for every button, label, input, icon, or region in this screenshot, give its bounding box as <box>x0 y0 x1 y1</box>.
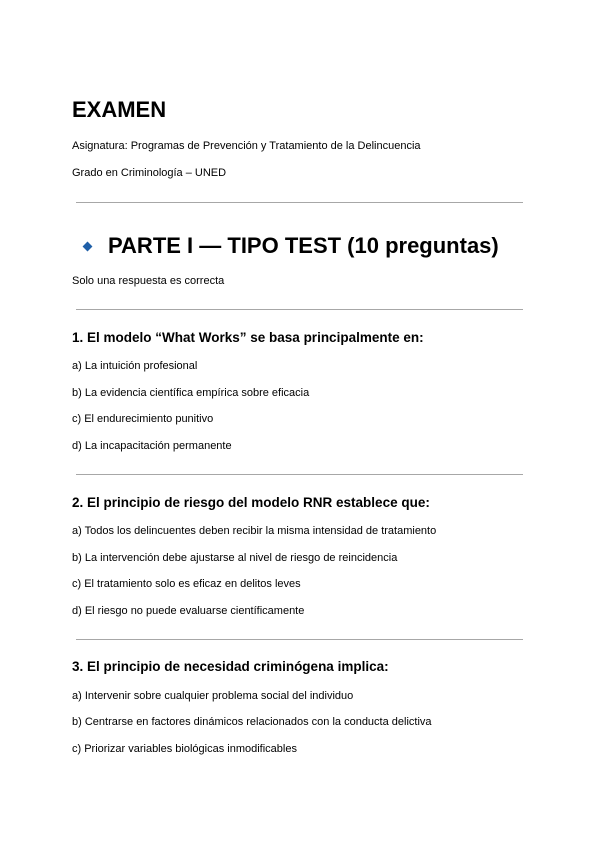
part-title: PARTE I — TIPO TEST (10 preguntas) <box>108 233 499 258</box>
page-title: EXAMEN <box>72 97 167 122</box>
question-2-option-a: a) Todos los delincuentes deben recibir la misma intensidad de tratamiento <box>72 525 437 537</box>
question-2-option-b: b) La intervención debe ajustarse al nivel de riesgo de reincidencia <box>72 552 398 564</box>
divider <box>76 639 523 640</box>
question-3-option-a: a) Intervenir sobre cualquier problema social del individuo <box>72 690 354 702</box>
diamond-bullet-icon <box>83 241 93 251</box>
question-3-option-b: b) Centrarse en factores dinámicos relacionados con la conducta delictiva <box>72 716 432 728</box>
degree-line: Grado en Criminología – UNED <box>72 167 227 179</box>
part-note: Solo una respuesta es correcta <box>72 275 225 287</box>
divider <box>76 202 523 203</box>
part-heading <box>82 232 499 260</box>
question-2-option-d: d) El riesgo no puede evaluarse científicamente <box>72 605 305 617</box>
subject-line: Asignatura: Programas de Prevención y Tratamiento de la Delincuencia <box>72 140 421 152</box>
divider <box>76 309 523 310</box>
question-1-option-c: c) El endurecimiento punitivo <box>72 413 214 425</box>
question-1-option-a: a) La intuición profesional <box>72 360 198 372</box>
question-1-option-b: b) La evidencia científica empírica sobre eficacia <box>72 387 310 399</box>
question-1: 1. El modelo “What Works” se basa principalmente en: <box>72 330 424 345</box>
question-3: 3. El principio de necesidad criminógena implica: <box>72 659 389 674</box>
question-2: 2. El principio de riesgo del modelo RNR establece que: <box>72 495 430 510</box>
question-3-option-c: c) Priorizar variables biológicas inmodificables <box>72 743 297 755</box>
question-2-option-c: c) El tratamiento solo es eficaz en delitos leves <box>72 578 301 590</box>
question-1-option-d: d) La incapacitación permanente <box>72 440 232 452</box>
divider <box>76 474 523 475</box>
